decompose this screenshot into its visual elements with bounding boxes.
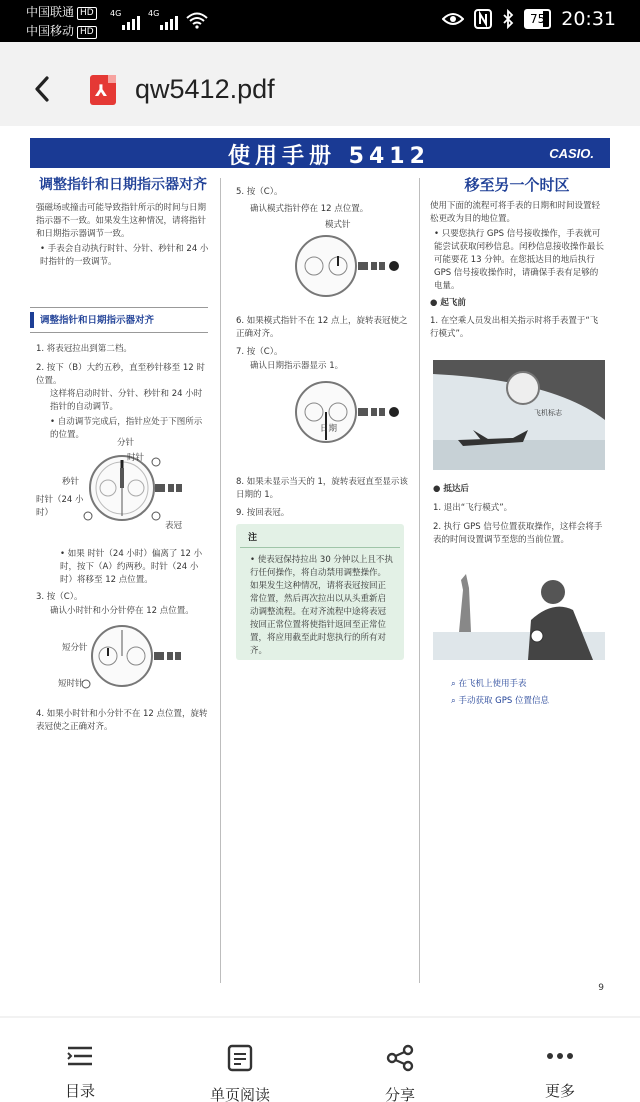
bluetooth-icon bbox=[502, 9, 514, 29]
battery-icon: 75 bbox=[524, 9, 551, 29]
casio-logo: CASIO. bbox=[549, 146, 594, 161]
signal-icon-2: 4G bbox=[148, 12, 178, 30]
watch-diagram-mode bbox=[266, 230, 416, 304]
after-step-2: 2. 执行 GPS 信号位置获取操作，这样会将手表的时间设置调节至您的当前位置。 bbox=[433, 522, 603, 545]
step-6: 6. 如果模式指针不在 12 点上，旋转表冠使之正确对齐。 bbox=[236, 316, 408, 339]
step-3: 3. 按（C）。 bbox=[36, 592, 83, 602]
step-8: 8. 如果未显示当天的 1，旋转表冠直至显示该日期的 1。 bbox=[236, 477, 408, 500]
note-box bbox=[236, 524, 404, 660]
before-flight-heading: ● 起飞前 bbox=[430, 298, 466, 308]
airplane-illustration bbox=[433, 360, 605, 470]
manual-banner bbox=[30, 138, 610, 168]
column-divider bbox=[220, 178, 221, 983]
label-crown: 表冠 bbox=[165, 521, 183, 531]
step-5-detail: 确认模式指针停在 12 点位置。 bbox=[250, 204, 369, 214]
bullet: • 手表会自动执行时针、分针、秒针和 24 小时指针的一致调节。 bbox=[40, 244, 209, 267]
watch-diagram-date bbox=[266, 376, 416, 450]
link-use-on-plane-text[interactable]: 在飞机上使用手表 bbox=[458, 679, 527, 689]
toc-icon bbox=[66, 1044, 94, 1068]
toc-button[interactable] bbox=[30, 1044, 130, 1101]
link-manual-gps[interactable]: ⌕ 手动获取 GPS 位置信息 bbox=[451, 696, 549, 706]
page-number: 9 bbox=[598, 983, 604, 993]
step-1: 1. 将表冠拉出到第二档。 bbox=[36, 344, 132, 354]
note-title: 注 bbox=[240, 524, 400, 548]
file-title: qw5412.pdf bbox=[135, 74, 275, 104]
step-2: 2. 按下（B）大约五秒，直至秒针移至 12 时位置。 bbox=[36, 363, 205, 386]
step-7-detail: 确认日期指示器显示 1。 bbox=[250, 361, 344, 371]
single-page-label: 单页阅读 bbox=[209, 1086, 270, 1102]
label-flight-mark: 飞机标志 bbox=[534, 409, 562, 417]
carrier-2: 中国移动 HD bbox=[26, 24, 97, 39]
pdf-page[interactable] bbox=[0, 126, 640, 1016]
after-arrival-heading: ● 抵达后 bbox=[433, 484, 469, 494]
more-button[interactable] bbox=[510, 1044, 610, 1101]
pdf-file-icon: ⅄ bbox=[90, 75, 116, 105]
label-small-minute: 短分针 bbox=[62, 643, 88, 653]
toc-label: 目录 bbox=[64, 1082, 95, 1100]
link-manual-gps-text[interactable]: 手动获取 GPS 位置信息 bbox=[458, 696, 549, 706]
label-small-hour: 短时针 bbox=[58, 679, 84, 689]
carrier-1: 中国联通 HD bbox=[26, 5, 97, 20]
more-label: 更多 bbox=[544, 1082, 575, 1100]
step-5: 5. 按（C）。 bbox=[236, 187, 283, 197]
divider bbox=[30, 332, 208, 333]
nfc-icon bbox=[474, 9, 492, 29]
before-step-1: 1. 在空乘人员发出相关指示时将手表置于“飞行模式”。 bbox=[430, 316, 599, 339]
wifi-icon bbox=[186, 11, 208, 29]
after-step-1: 1. 退出“飞行模式”。 bbox=[433, 503, 513, 513]
step-2-bullet: • 自动调节完成后，指针应处于下图所示的位置。 bbox=[50, 417, 203, 440]
label-second-hand: 秒针 bbox=[62, 477, 80, 487]
note-body: • 使表冠保持拉出 30 分钟以上且不执行任何操作，将自动禁用调整操作。如果发生这种情况，请将表冠按回正常位置，然后再次拉出以从头重新启动调整流程。在对齐流程中途将表冠按回正常位置将使指针返回至正常位置，将应用截至此时您执行的所有对齐。 bbox=[250, 555, 393, 656]
subheading-marker bbox=[30, 312, 34, 328]
share-button[interactable] bbox=[350, 1044, 450, 1102]
step-9: 9. 按回表冠。 bbox=[236, 508, 290, 518]
column-3 bbox=[430, 176, 604, 341]
subheading: 调整指针和日期指示器对齐 bbox=[40, 315, 155, 326]
label-24h-hand: 时针（24 小时） bbox=[36, 495, 84, 518]
label-date: 日期 bbox=[320, 424, 338, 434]
step-4: 4. 如果小时针和小分针不在 12 点位置，旋转表冠使之正确对齐。 bbox=[36, 709, 208, 732]
step-3-detail: 确认小时针和小分针停在 12 点位置。 bbox=[50, 606, 194, 616]
paragraph: 强磁场或撞击可能导致指针所示的时间与日期指示器不一致。如果发生这种情况，请将指针和日期指示器调节一致。 bbox=[36, 203, 207, 239]
paragraph: 使用下面的流程可将手表的日期和时间设置轻松更改为目的地位置。 bbox=[430, 201, 601, 224]
column-1 bbox=[36, 176, 210, 269]
signal-icon: 4G bbox=[110, 12, 140, 30]
more-icon bbox=[545, 1044, 575, 1068]
eye-comfort-icon bbox=[442, 11, 464, 27]
arrival-illustration bbox=[433, 570, 605, 660]
link-use-on-plane[interactable]: ⌕ 在飞机上使用手表 bbox=[451, 679, 527, 689]
bullet: • 只要您执行 GPS 信号接收操作，手表就可能尝试获取闰秒信息。闰秒信息接收操作最长可能要花 13 分钟。在您抵达目的地后执行 GPS 信号接收操作时，请确保手表有足够的电量。 bbox=[434, 229, 605, 291]
label-mode-hand: 模式针 bbox=[325, 220, 351, 230]
column-divider bbox=[419, 178, 420, 983]
step-2-note: • 如果 时针（24 小时）偏离了 12 小时，按下（A）约两秒。时针（24 小时）将移至 12 点位置。 bbox=[60, 549, 203, 585]
back-icon[interactable] bbox=[30, 74, 56, 104]
clock: 20:31 bbox=[561, 8, 616, 30]
label-hour-hand: 时针 bbox=[127, 453, 145, 463]
label-minute-hand: 分针 bbox=[117, 438, 135, 448]
status-bar bbox=[0, 0, 640, 42]
manual-title: 使用手册 5412 bbox=[228, 144, 430, 169]
share-label: 分享 bbox=[384, 1086, 415, 1102]
divider bbox=[30, 307, 208, 308]
step-7: 7. 按（C）。 bbox=[236, 347, 283, 357]
step-2-detail: 这样将启动时针、分针、秒针和 24 小时指针的自动调节。 bbox=[50, 389, 203, 412]
section-heading-timezone: 移至另一个时区 bbox=[464, 176, 570, 194]
single-page-icon bbox=[227, 1044, 253, 1072]
single-page-button[interactable] bbox=[190, 1044, 290, 1102]
section-heading: 调整指针和日期指示器对齐 bbox=[39, 177, 207, 193]
share-icon bbox=[386, 1044, 414, 1072]
bottom-toolbar bbox=[0, 1018, 640, 1102]
